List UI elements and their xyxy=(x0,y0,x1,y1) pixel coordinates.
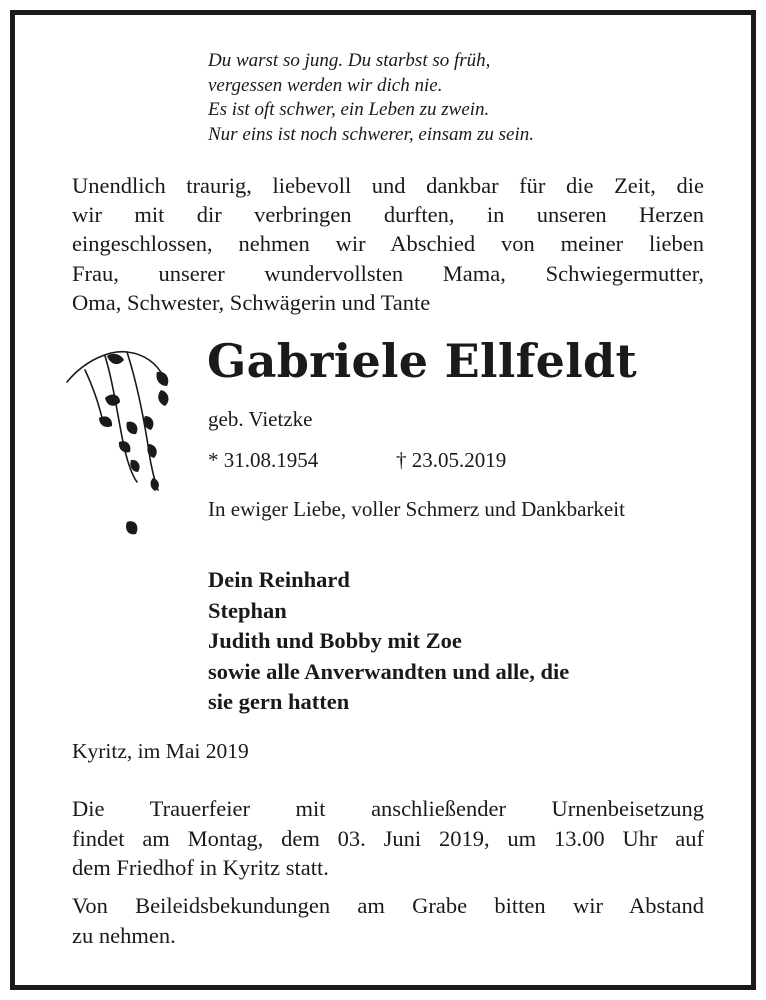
deceased-name: Gabriele Ellfeldt xyxy=(207,334,638,388)
intro-line: Oma, Schwester, Schwägerin und Tante xyxy=(72,289,431,315)
funeral-line: Die Trauerfeier mit anschließender Urnenbeisetzung xyxy=(72,796,704,821)
signer: Stephan xyxy=(208,597,287,623)
birth-date: * 31.08.1954 xyxy=(208,448,319,472)
farewell-text: In ewiger Liebe, voller Schmerz und Dankbarkeit xyxy=(208,497,625,521)
intro-line: eingeschlossen, nehmen wir Abschied von meiner lieben xyxy=(72,231,704,257)
death-date: † 23.05.2019 xyxy=(396,448,507,472)
signers-list xyxy=(208,565,708,718)
signer: Dein Reinhard xyxy=(208,567,350,592)
intro-line: Frau, unserer wundervollsten Mama, Schwiegermutter, xyxy=(72,260,704,286)
funeral-info xyxy=(72,794,704,883)
note-line: Von Beileidsbekundungen am Grabe bitten wir Abstand xyxy=(72,893,704,918)
poem-line: Es ist oft schwer, ein Leben zu zwein. xyxy=(208,99,490,120)
place-date: Kyritz, im Mai 2019 xyxy=(72,739,249,763)
signer: sowie alle Anverwandten und alle, die xyxy=(208,658,570,684)
memorial-poem xyxy=(208,49,728,147)
signer: Judith und Bobby mit Zoe xyxy=(208,628,462,653)
funeral-line: findet am Montag, dem 03. Juni 2019, um 13.00 Uhr auf xyxy=(72,825,704,851)
signer: sie gern hatten xyxy=(208,689,350,714)
birth-name: geb. Vietzke xyxy=(208,407,313,431)
intro-line: Unendlich traurig, liebevoll und dankbar für die Zeit, die xyxy=(72,173,704,198)
poem-line: Du warst so jung. Du starbst so früh, xyxy=(208,50,491,71)
life-dates xyxy=(208,447,506,473)
funeral-line: dem Friedhof in Kyritz statt. xyxy=(72,855,329,880)
condolence-note xyxy=(72,891,704,950)
intro-line: wir mit dir verbringen durften, in unseren Herzen xyxy=(72,202,704,228)
obituary-frame xyxy=(10,10,756,990)
birch-branch-icon xyxy=(65,342,185,557)
poem-line: Nur eins ist noch schwerer, einsam zu sein. xyxy=(208,123,534,145)
poem-line: vergessen werden wir dich nie. xyxy=(208,74,443,96)
note-line: zu nehmen. xyxy=(72,922,176,948)
intro-text xyxy=(72,171,704,317)
